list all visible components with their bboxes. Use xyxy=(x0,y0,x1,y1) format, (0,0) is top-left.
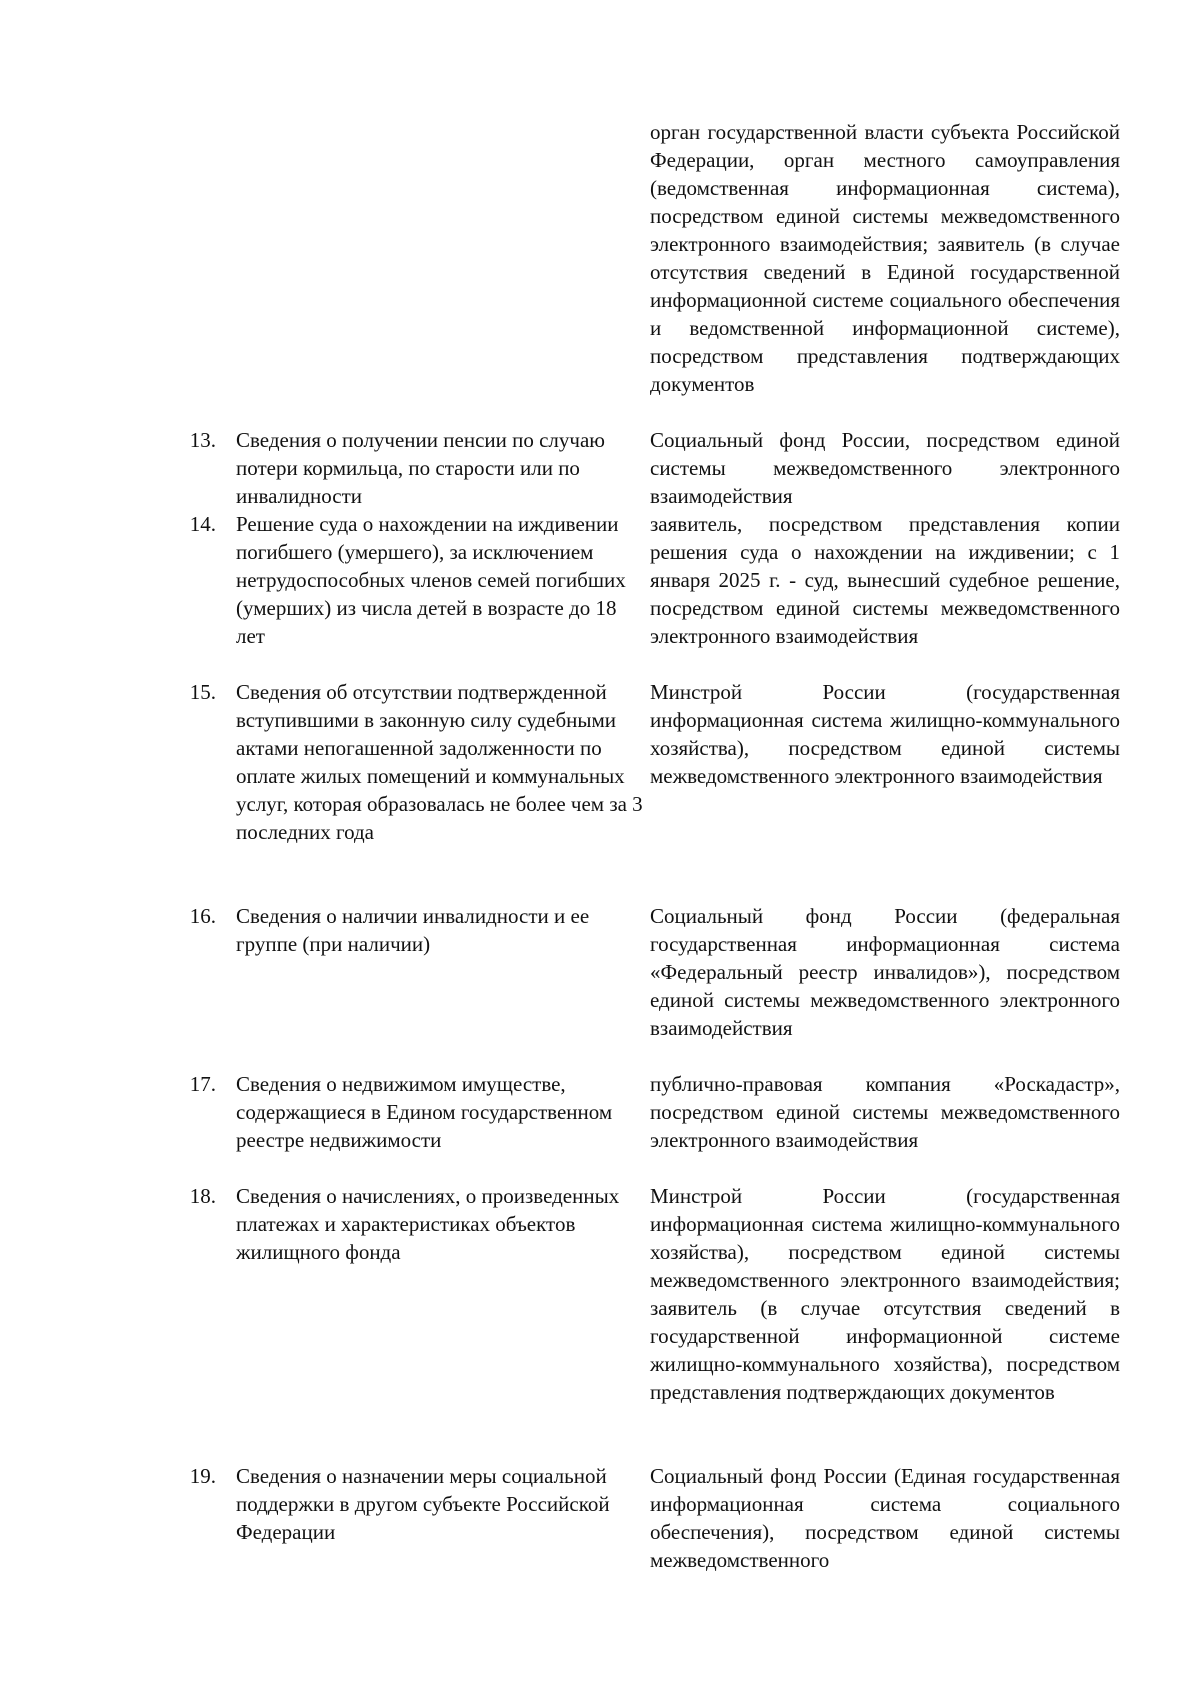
continuation-source-text: орган государственной власти субъекта Российской Федерации, орган местного самоуправления (ведомственная информационная система), посредством единой системы межведомственного электронного взаимодействия; заявитель (в случае отсутствия сведений в Единой государственной информационной системе социального обеспечения и ведомственной информационной системе), посредством представления подтверждающих документов xyxy=(650,120,1120,396)
row-number: 18. xyxy=(189,1184,216,1208)
row-description: Сведения об отсутствии подтвержденной вступившими в законную силу судебными актами непогашенной задолженности по оплате жилых помещений и коммунальных услуг, которая образовалась не более чем за 3 последних года xyxy=(236,680,643,844)
row-source: Социальный фонд России, посредством единой системы межведомственного электронного взаимодействия xyxy=(650,428,1120,508)
row-description: Сведения о наличии инвалидности и ее группе (при наличии) xyxy=(236,904,590,956)
row-description: Сведения о получении пенсии по случаю потери кормильца, по старости или по инвалидности xyxy=(236,428,605,508)
row-description: Сведения о назначении меры социальной поддержки в другом субъекте Российской Федерации xyxy=(236,1464,610,1544)
row-source: заявитель, посредством представления копии решения суда о нахождении на иждивении; с 1 января 2025 г. - суд, вынесший судебное решение, посредством единой системы межведомственного электронного взаимодействия xyxy=(650,512,1120,648)
row-number: 17. xyxy=(189,1072,216,1096)
row-number: 16. xyxy=(189,904,216,928)
row-description: Сведения о начислениях, о произведенных платежах и характеристиках объектов жилищного фонда xyxy=(236,1184,620,1264)
row-source: Социальный фонд России (Единая государственная информационная система социального обеспечения), посредством единой системы межведомственного xyxy=(650,1464,1120,1572)
row-number: 15. xyxy=(189,680,216,704)
row-number: 14. xyxy=(189,512,216,536)
row-source: публично-правовая компания «Роскадастр», посредством единой системы межведомственного электронного взаимодействия xyxy=(650,1072,1120,1152)
row-description: Решение суда о нахождении на иждивении погибшего (умершего), за исключением нетрудоспособных членов семей погибших (умерших) из числа детей в возрасте до 18 лет xyxy=(236,512,626,648)
row-number: 19. xyxy=(189,1464,216,1488)
row-source: Минстрой России (государственная информационная система жилищно-коммунального хозяйства), посредством единой системы межведомственного электронного взаимодействия xyxy=(650,680,1120,788)
row-source: Социальный фонд России (федеральная государственная информационная система «Федеральный реестр инвалидов»), посредством единой системы межведомственного электронного взаимодействия xyxy=(650,904,1120,1040)
row-source: Минстрой России (государственная информационная система жилищно-коммунального хозяйства), посредством единой системы межведомственного электронного взаимодействия; заявитель (в случае отсутствия сведений в государственной информационной системе жилищно-коммунального хозяйства), посредством представления подтверждающих документов xyxy=(650,1184,1120,1404)
row-description: Сведения о недвижимом имуществе, содержащиеся в Едином государственном реестре недвижимости xyxy=(236,1072,613,1152)
row-number: 13. xyxy=(189,428,216,452)
